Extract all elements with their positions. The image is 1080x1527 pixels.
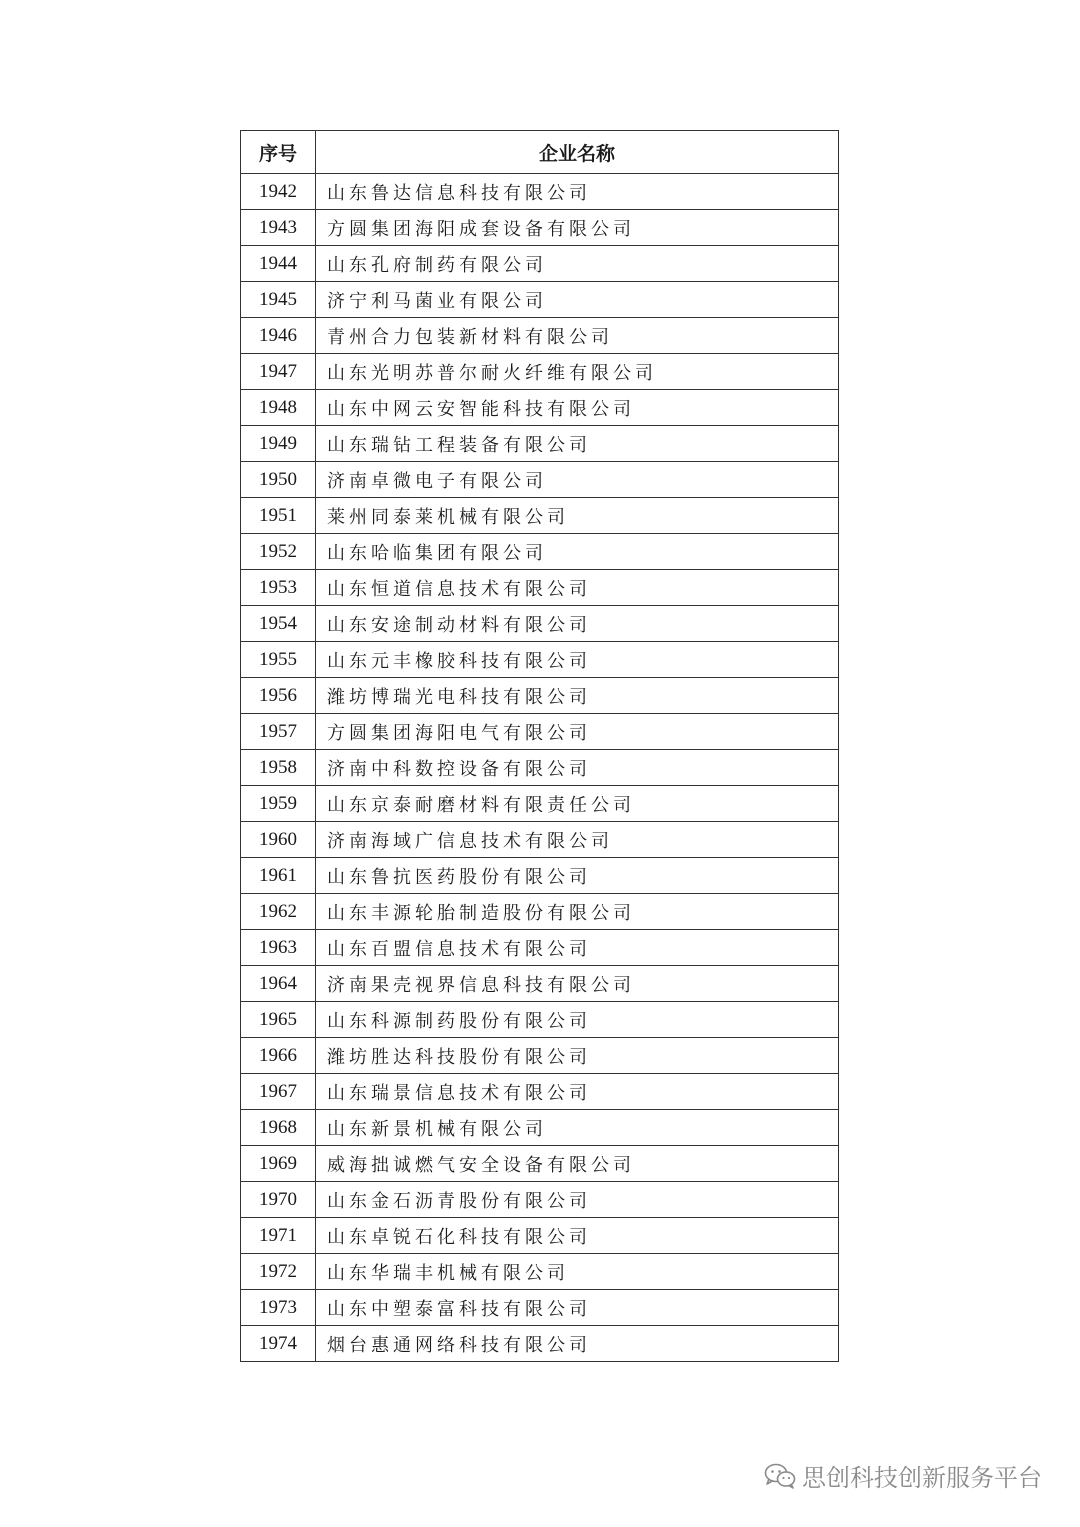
table-body xyxy=(241,174,839,1362)
wechat-icon xyxy=(764,1463,796,1489)
table-row xyxy=(241,426,839,462)
row-number: 1950 xyxy=(241,462,316,498)
table-row xyxy=(241,210,839,246)
company-name: 济南中科数控设备有限公司 xyxy=(316,750,839,786)
company-name: 山东瑞景信息技术有限公司 xyxy=(316,1074,839,1110)
row-number: 1948 xyxy=(241,390,316,426)
company-name: 济南海域广信息技术有限公司 xyxy=(316,822,839,858)
company-name: 威海拙诚燃气安全设备有限公司 xyxy=(316,1146,839,1182)
company-name: 烟台惠通网络科技有限公司 xyxy=(316,1326,839,1362)
table-row xyxy=(241,1218,839,1254)
table-row xyxy=(241,1146,839,1182)
row-number: 1970 xyxy=(241,1182,316,1218)
row-number: 1965 xyxy=(241,1002,316,1038)
company-name: 山东鲁达信息科技有限公司 xyxy=(316,174,839,210)
row-number: 1946 xyxy=(241,318,316,354)
company-name: 山东卓锐石化科技有限公司 xyxy=(316,1218,839,1254)
watermark xyxy=(764,1458,1042,1493)
company-name: 山东瑞钻工程装备有限公司 xyxy=(316,426,839,462)
row-number: 1960 xyxy=(241,822,316,858)
table-row xyxy=(241,570,839,606)
company-name: 潍坊博瑞光电科技有限公司 xyxy=(316,678,839,714)
company-name: 山东金石沥青股份有限公司 xyxy=(316,1182,839,1218)
company-name: 山东百盟信息技术有限公司 xyxy=(316,930,839,966)
company-name: 山东中塑泰富科技有限公司 xyxy=(316,1290,839,1326)
table-row xyxy=(241,894,839,930)
row-number: 1968 xyxy=(241,1110,316,1146)
row-number: 1958 xyxy=(241,750,316,786)
table-row xyxy=(241,1038,839,1074)
row-number: 1974 xyxy=(241,1326,316,1362)
row-number: 1959 xyxy=(241,786,316,822)
company-name: 方圆集团海阳成套设备有限公司 xyxy=(316,210,839,246)
table-row xyxy=(241,1290,839,1326)
row-number: 1942 xyxy=(241,174,316,210)
table-row xyxy=(241,174,839,210)
table-row xyxy=(241,678,839,714)
company-name: 莱州同泰莱机械有限公司 xyxy=(316,498,839,534)
table-row xyxy=(241,390,839,426)
row-number: 1971 xyxy=(241,1218,316,1254)
company-name: 山东科源制药股份有限公司 xyxy=(316,1002,839,1038)
table-row xyxy=(241,1002,839,1038)
table-row xyxy=(241,786,839,822)
company-name: 山东光明苏普尔耐火纤维有限公司 xyxy=(316,354,839,390)
table-row xyxy=(241,1110,839,1146)
company-name: 济南果壳视界信息科技有限公司 xyxy=(316,966,839,1002)
table-row xyxy=(241,534,839,570)
company-name: 山东新景机械有限公司 xyxy=(316,1110,839,1146)
row-number: 1944 xyxy=(241,246,316,282)
row-number: 1963 xyxy=(241,930,316,966)
row-number: 1962 xyxy=(241,894,316,930)
table-row xyxy=(241,858,839,894)
header-name: 企业名称 xyxy=(316,131,839,174)
row-number: 1954 xyxy=(241,606,316,642)
company-name: 潍坊胜达科技股份有限公司 xyxy=(316,1038,839,1074)
table-row xyxy=(241,354,839,390)
table-row xyxy=(241,822,839,858)
company-name: 方圆集团海阳电气有限公司 xyxy=(316,714,839,750)
row-number: 1955 xyxy=(241,642,316,678)
enterprise-table xyxy=(240,130,839,1362)
row-number: 1973 xyxy=(241,1290,316,1326)
company-name: 山东安途制动材料有限公司 xyxy=(316,606,839,642)
company-name: 山东丰源轮胎制造股份有限公司 xyxy=(316,894,839,930)
header-number: 序号 xyxy=(241,131,316,174)
watermark-text: 思创科技创新服务平台 xyxy=(802,1464,1042,1492)
table-row xyxy=(241,1074,839,1110)
table-row xyxy=(241,1326,839,1362)
table-row xyxy=(241,1254,839,1290)
table-row xyxy=(241,1182,839,1218)
row-number: 1943 xyxy=(241,210,316,246)
row-number: 1952 xyxy=(241,534,316,570)
company-name: 青州合力包装新材料有限公司 xyxy=(316,318,839,354)
company-name: 济南卓微电子有限公司 xyxy=(316,462,839,498)
table-row xyxy=(241,930,839,966)
company-name: 济宁利马菌业有限公司 xyxy=(316,282,839,318)
table-header-row xyxy=(241,131,839,174)
company-name: 山东恒道信息技术有限公司 xyxy=(316,570,839,606)
row-number: 1956 xyxy=(241,678,316,714)
row-number: 1969 xyxy=(241,1146,316,1182)
row-number: 1967 xyxy=(241,1074,316,1110)
table-row xyxy=(241,318,839,354)
table-row xyxy=(241,246,839,282)
row-number: 1947 xyxy=(241,354,316,390)
table-row xyxy=(241,642,839,678)
row-number: 1957 xyxy=(241,714,316,750)
row-number: 1961 xyxy=(241,858,316,894)
table-row xyxy=(241,462,839,498)
row-number: 1966 xyxy=(241,1038,316,1074)
row-number: 1964 xyxy=(241,966,316,1002)
company-name: 山东哈临集团有限公司 xyxy=(316,534,839,570)
company-name: 山东中网云安智能科技有限公司 xyxy=(316,390,839,426)
company-name: 山东京泰耐磨材料有限责任公司 xyxy=(316,786,839,822)
row-number: 1949 xyxy=(241,426,316,462)
company-name: 山东元丰橡胶科技有限公司 xyxy=(316,642,839,678)
company-name: 山东鲁抗医药股份有限公司 xyxy=(316,858,839,894)
row-number: 1972 xyxy=(241,1254,316,1290)
row-number: 1951 xyxy=(241,498,316,534)
table-row xyxy=(241,498,839,534)
company-name: 山东孔府制药有限公司 xyxy=(316,246,839,282)
table-row xyxy=(241,606,839,642)
table-row xyxy=(241,282,839,318)
row-number: 1945 xyxy=(241,282,316,318)
table-row xyxy=(241,750,839,786)
company-name: 山东华瑞丰机械有限公司 xyxy=(316,1254,839,1290)
row-number: 1953 xyxy=(241,570,316,606)
table-row xyxy=(241,714,839,750)
table-row xyxy=(241,966,839,1002)
